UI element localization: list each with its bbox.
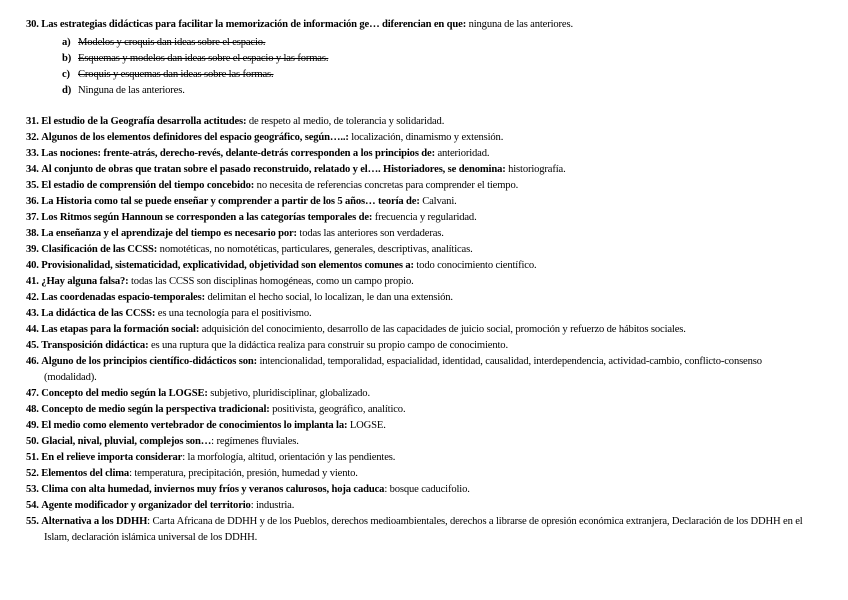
question-48 bbox=[26, 402, 816, 418]
question-49 bbox=[26, 418, 816, 434]
answer-text: Calvani. bbox=[419, 196, 457, 207]
question-44 bbox=[26, 322, 816, 338]
question-text: ¿Hay alguna falsa?: bbox=[41, 276, 129, 287]
question-text: Clasificación de las CCSS: bbox=[41, 244, 158, 255]
option-text: Croquis y esquemas dan ideas sobre las formas. bbox=[78, 69, 274, 80]
question-number: 53. bbox=[26, 484, 39, 495]
question-text: Las estrategias didácticas para facilitar la memorización de información ge… diferencian en que: bbox=[41, 19, 467, 30]
question-text: Alternativa a los DDHH bbox=[41, 516, 148, 527]
question-text: Alguno de los principios científico-didácticos son: bbox=[41, 356, 258, 367]
answer-text: adquisición del conocimiento, desarrollo de las capacidades de juicio social, promoción y refuerzo de hábitos sociales. bbox=[199, 324, 686, 335]
answer-text: localización, dinamismo y extensión. bbox=[348, 132, 504, 143]
question-46 bbox=[26, 354, 816, 385]
question-text: Glacial, nival, pluvial, complejos son… bbox=[41, 436, 212, 447]
question-42 bbox=[26, 290, 816, 306]
question-number: 40. bbox=[26, 260, 39, 271]
option-b bbox=[62, 51, 328, 67]
answer-text: : Carta Africana de DDHH y de los Pueblos, derechos medioambientales, derechos a librarse de opresión económica extranjera, Declaración de los DDHH en el Islam, declaración islámica universal de los DDHH. bbox=[44, 516, 803, 543]
question-text: Las nociones: frente-atrás, derecho-revés, delante-detrás corresponden a los principios de: bbox=[41, 148, 435, 159]
question-52 bbox=[26, 466, 816, 482]
question-number: 44. bbox=[26, 324, 39, 335]
question-38 bbox=[26, 226, 816, 242]
option-d bbox=[62, 83, 185, 99]
answer-text: no necesita de referencias concretas para comprender el tiempo. bbox=[254, 180, 519, 191]
option-a bbox=[62, 35, 265, 51]
answer-text: : industria. bbox=[250, 500, 295, 511]
question-53 bbox=[26, 482, 816, 498]
question-32 bbox=[26, 130, 816, 146]
question-number: 30. bbox=[26, 19, 39, 30]
question-text: Las etapas para la formación social: bbox=[41, 324, 200, 335]
answer-text: de respeto al medio, de tolerancia y solidaridad. bbox=[246, 116, 445, 127]
answer-text: : temperatura, precipitación, presión, humedad y viento. bbox=[129, 468, 358, 479]
answer-text: LOGSE. bbox=[347, 420, 386, 431]
question-31 bbox=[26, 114, 816, 130]
question-41 bbox=[26, 274, 816, 290]
question-33 bbox=[26, 146, 816, 162]
question-47 bbox=[26, 386, 816, 402]
question-number: 35. bbox=[26, 180, 39, 191]
question-text: El estudio de la Geografía desarrolla actitudes: bbox=[41, 116, 247, 127]
option-letter: c) bbox=[62, 69, 70, 80]
question-number: 51. bbox=[26, 452, 39, 463]
option-letter: d) bbox=[62, 85, 72, 96]
question-number: 46. bbox=[26, 356, 39, 367]
question-50 bbox=[26, 434, 816, 450]
answer-text: subjetivo, pluridisciplinar, globalizado. bbox=[207, 388, 370, 399]
question-number: 37. bbox=[26, 212, 39, 223]
question-text: Clima con alta humedad, inviernos muy fríos y veranos calurosos, hoja caduca bbox=[41, 484, 385, 495]
question-text: Al conjunto de obras que tratan sobre el pasado reconstruido, relatado y el…. Historiadores, se denomina: bbox=[41, 164, 506, 175]
option-text: Esquemas y modelos dan ideas sobre el espacio y las formas. bbox=[78, 53, 329, 64]
answer-text: intencionalidad, temporalidad, espacialidad, identidad, causalidad, interdependencia, actividad-cambio, conflicto-consenso (modalidad). bbox=[44, 356, 762, 383]
question-40 bbox=[26, 258, 816, 274]
question-30 bbox=[26, 17, 816, 33]
answer-text: historiografía. bbox=[505, 164, 566, 175]
question-39 bbox=[26, 242, 816, 258]
question-text: Agente modificador y organizador del territorio bbox=[41, 500, 251, 511]
question-text: Concepto de medio según la perspectiva tradicional: bbox=[41, 404, 270, 415]
answer-text: nomotéticas, no nomotéticas, particulares, generales, descriptivas, analíticas. bbox=[157, 244, 473, 255]
question-text: La enseñanza y el aprendizaje del tiempo es necesario por: bbox=[41, 228, 297, 239]
question-number: 55. bbox=[26, 516, 39, 527]
question-number: 36. bbox=[26, 196, 39, 207]
question-number: 38. bbox=[26, 228, 39, 239]
question-text: Algunos de los elementos definidores del espacio geográfico, según…..: bbox=[41, 132, 349, 143]
answer-text: todas las anteriores son verdaderas. bbox=[296, 228, 444, 239]
question-text: Transposición didáctica: bbox=[41, 340, 149, 351]
answer-text: : regímenes fluviales. bbox=[211, 436, 299, 447]
question-number: 41. bbox=[26, 276, 39, 287]
answer-text: : bosque caducifolio. bbox=[384, 484, 470, 495]
question-34 bbox=[26, 162, 816, 178]
answer-text: positivista, geográfico, analítico. bbox=[269, 404, 406, 415]
question-37 bbox=[26, 210, 816, 226]
option-letter: b) bbox=[62, 53, 72, 64]
question-number: 50. bbox=[26, 436, 39, 447]
question-number: 34. bbox=[26, 164, 39, 175]
question-45 bbox=[26, 338, 816, 354]
question-text: Provisionalidad, sistematicidad, explicatividad, objetividad son elementos comunes a: bbox=[41, 260, 414, 271]
option-c bbox=[62, 67, 274, 83]
answer-text: es una ruptura que la didáctica realiza para construir su propio campo de conocimiento. bbox=[148, 340, 508, 351]
question-number: 52. bbox=[26, 468, 39, 479]
question-51 bbox=[26, 450, 816, 466]
question-number: 47. bbox=[26, 388, 39, 399]
answer-text: todo conocimiento científico. bbox=[413, 260, 537, 271]
question-text: Elementos del clima bbox=[41, 468, 130, 479]
question-55 bbox=[26, 514, 816, 545]
question-54 bbox=[26, 498, 816, 514]
question-text: Los Ritmos según Hannoun se corresponden a las categorías temporales de: bbox=[41, 212, 373, 223]
question-number: 49. bbox=[26, 420, 39, 431]
question-number: 31. bbox=[26, 116, 39, 127]
question-number: 42. bbox=[26, 292, 39, 303]
question-number: 48. bbox=[26, 404, 39, 415]
question-text: Concepto del medio según la LOGSE: bbox=[41, 388, 208, 399]
answer-text: : la morfología, altitud, orientación y las pendientes. bbox=[182, 452, 396, 463]
question-number: 32. bbox=[26, 132, 39, 143]
question-number: 43. bbox=[26, 308, 39, 319]
question-number: 39. bbox=[26, 244, 39, 255]
question-text: La didáctica de las CCSS: bbox=[41, 308, 156, 319]
answer-text: anterioridad. bbox=[434, 148, 490, 159]
answer-text: es una tecnología para el positivismo. bbox=[155, 308, 312, 319]
question-text: Las coordenadas espacio-temporales: bbox=[41, 292, 205, 303]
question-text: El medio como elemento vertebrador de conocimientos lo implanta la: bbox=[41, 420, 348, 431]
question-number: 45. bbox=[26, 340, 39, 351]
answer-text: delimitan el hecho social, lo localizan, le dan una extensión. bbox=[204, 292, 453, 303]
answer-text: frecuencia y regularidad. bbox=[372, 212, 477, 223]
question-number: 33. bbox=[26, 148, 39, 159]
question-text: En el relieve importa considerar bbox=[41, 452, 183, 463]
question-35 bbox=[26, 178, 816, 194]
question-number: 54. bbox=[26, 500, 39, 511]
option-text: Modelos y croquis dan ideas sobre el espacio. bbox=[78, 37, 266, 48]
answer-text: ninguna de las anteriores. bbox=[468, 19, 573, 30]
question-43 bbox=[26, 306, 816, 322]
answer-text: todas las CCSS son disciplinas homogéneas, como un campo propio. bbox=[128, 276, 414, 287]
option-text: Ninguna de las anteriores. bbox=[78, 85, 185, 96]
option-letter: a) bbox=[62, 37, 71, 48]
question-text: La Historia como tal se puede enseñar y comprender a partir de los 5 años… teoría de: bbox=[41, 196, 420, 207]
question-36 bbox=[26, 194, 816, 210]
question-text: El estadio de comprensión del tiempo concebido: bbox=[41, 180, 255, 191]
